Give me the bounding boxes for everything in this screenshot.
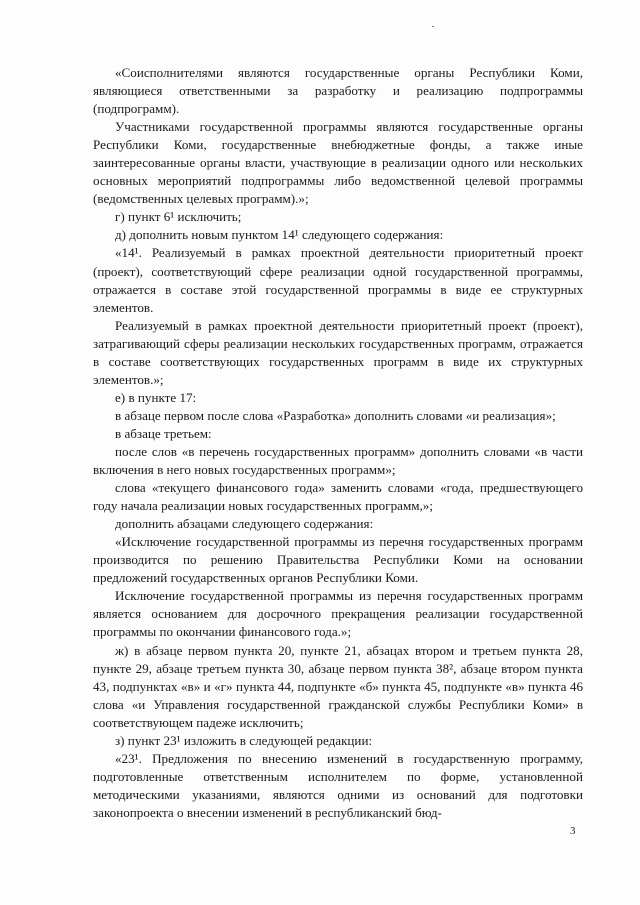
paragraph: г) пункт 6¹ исключить;	[115, 209, 242, 225]
paragraph: Исключение государственной программы из перечня государственных программ является основанием для досрочного прекращения реализации государственной программы по окончании финансового года.»;	[93, 588, 583, 640]
scan-speck	[432, 26, 434, 27]
paragraph: Участниками государственной программы являются государственные органы Республики Коми, государственные внебюджетные фонды, а также иные заинтересованные органы власти, участвующие в реализации одного или нескольких основных мероприятий подпрограммы либо ведомственной целевой программы (ведомственных целевых программ).»;	[93, 119, 583, 207]
paragraph: в абзаце третьем:	[115, 425, 212, 441]
paragraph: з) пункт 23¹ изложить в следующей редакции:	[115, 732, 373, 748]
paragraph: е) в пункте 17:	[115, 389, 197, 405]
paragraph: «14¹. Реализуемый в рамках проектной деятельности приоритетный проект (проект), соответствующий сфере реализации одной государственной программы, отражается в составе этой государственной программы в виде ее структурных элементов.	[93, 245, 583, 315]
paragraph: Реализуемый в рамках проектной деятельности приоритетный проект (проект), затрагивающий сферы реализации нескольких государственных программ, отражается в составе соответствующих государственных программ в виде их структурных элементов.»;	[93, 317, 583, 387]
paragraph: после слов «в перечень государственных программ» дополнить словами «в части включения в него новых государственных программ»;	[93, 443, 583, 478]
page-number: 3	[570, 825, 576, 837]
paragraph: дополнить абзацами следующего содержания:	[115, 516, 374, 532]
paragraph: «Соисполнителями являются государственные органы Республики Коми, являющиеся ответственными за разработку и реализацию подпрограммы (подпрограмм).	[93, 65, 583, 117]
paragraph: слова «текущего финансового года» заменить словами «года, предшествующего году начала реализации новых государственных программ,»;	[93, 480, 583, 514]
paragraph: ж) в абзаце первом пункта 20, пункте 21, абзацах втором и третьем пункта 28, пункте 29, абзаце третьем пункта 30, абзаце первом пункта 38², абзаце втором пункта 43, подпунктах «в» и «г» пункта 44, подпункте «б» пункта 45, подпункте «в» пункта 46 слова «и Управления государственной гражданской службы Республики Коми» в соответствующем падеже исключить;	[93, 642, 583, 730]
paragraph: д) дополнить новым пунктом 14¹ следующего содержания:	[115, 227, 444, 243]
paragraph: в абзаце первом после слова «Разработка» дополнить словами «и реализация»;	[115, 407, 556, 423]
paragraph: «Исключение государственной программы из перечня государственных программ производится по решению Правительства Республики Коми на основании предложений государственных органов Республики Коми.	[93, 534, 583, 586]
paragraph: «23¹. Предложения по внесению изменений в государственную программу, подготовленные ответственным исполнителем по форме, установленной методическими указаниями, являются одними из оснований для подготовки законопроекта о внесении изменений в республиканский бюд-	[93, 750, 583, 820]
body-text	[93, 64, 583, 822]
